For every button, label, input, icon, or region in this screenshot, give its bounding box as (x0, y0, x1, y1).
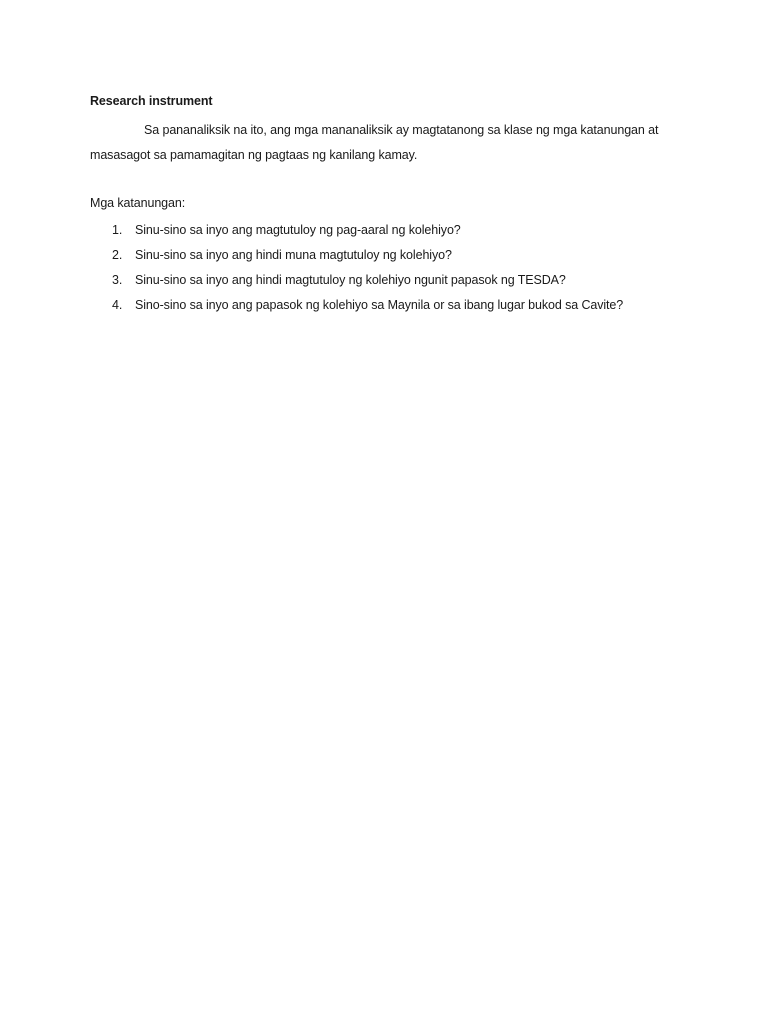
question-item (90, 293, 690, 318)
intro-paragraph: Sa pananaliksik na ito, ang mga mananaliksik ay magtatanong sa klase ng mga katanungan at masasagot sa pamamagitan ng pagtaas ng kanilang kamay. (90, 123, 659, 162)
question-text: Sinu-sino sa inyo ang hindi magtutuloy ng kolehiyo ngunit papasok ng TESDA? (135, 273, 566, 287)
section-heading: Research instrument (90, 94, 213, 108)
question-number: 4. (112, 298, 123, 312)
question-number: 3. (112, 273, 123, 287)
question-item (90, 218, 690, 243)
question-text: Sino-sino sa inyo ang papasok ng kolehiyo sa Maynila or sa ibang lugar bukod sa Cavite? (135, 298, 624, 312)
question-item (90, 268, 690, 293)
questions-list (90, 218, 690, 318)
question-item (90, 243, 690, 268)
question-number: 1. (112, 223, 123, 237)
question-text: Sinu-sino sa inyo ang magtutuloy ng pag-aaral ng kolehiyo? (135, 223, 461, 237)
question-number: 2. (112, 248, 123, 262)
question-text: Sinu-sino sa inyo ang hindi muna magtutuloy ng kolehiyo? (135, 248, 452, 262)
document-content (90, 92, 690, 318)
questions-label: Mga katanungan: (90, 196, 186, 210)
